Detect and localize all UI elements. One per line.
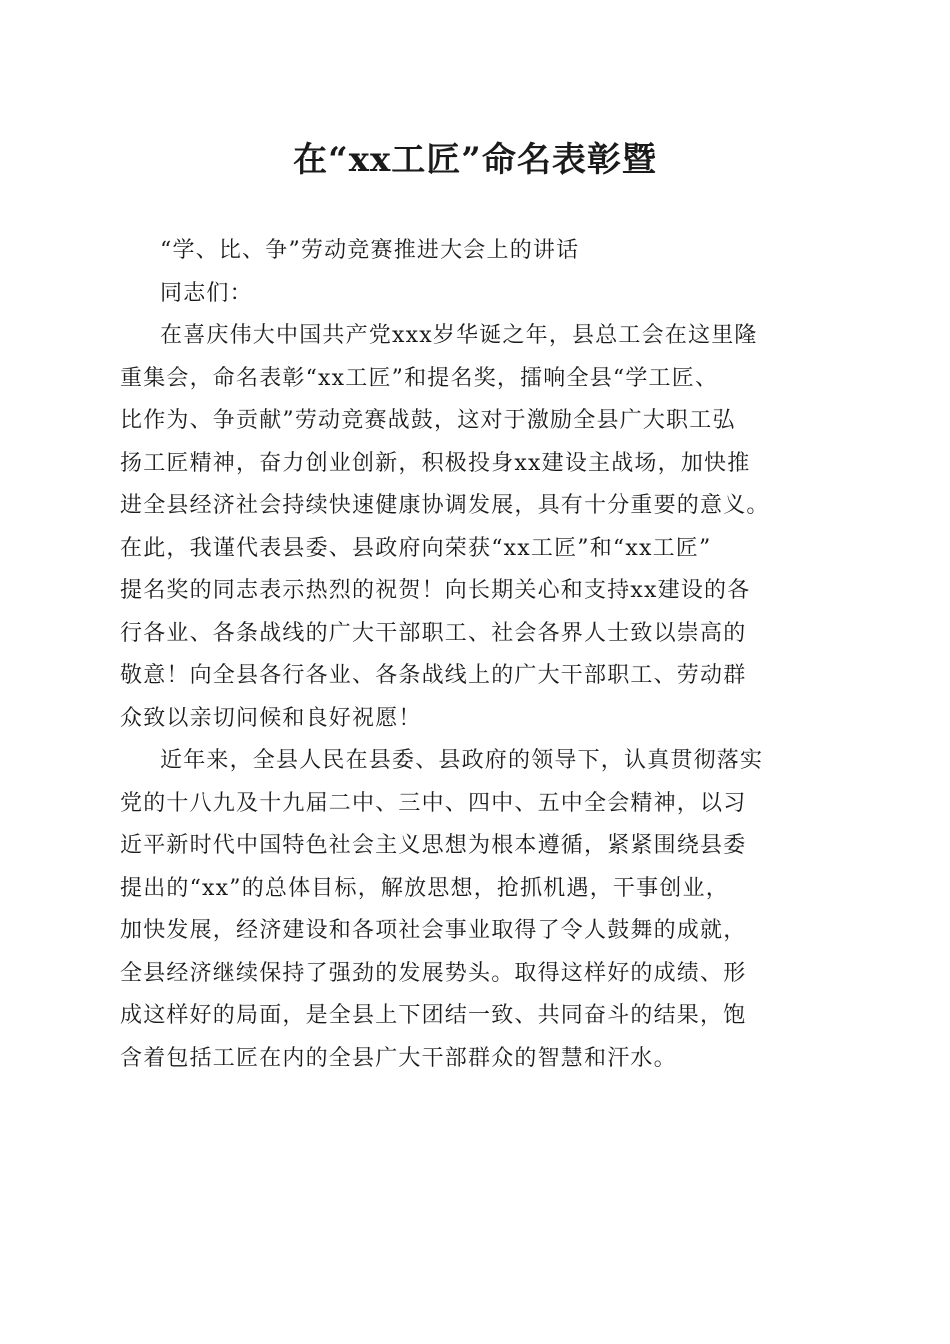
- document-body: [120, 230, 840, 1080]
- paragraph-2-line: 成这样好的局面，是全县上下团结一致、共同奋斗的结果，饱: [120, 1003, 747, 1028]
- paragraph-2-line: 党的十八九及十九届二中、三中、四中、五中全会精神，以习: [120, 790, 747, 816]
- paragraph-2-line: 加快发展，经济建设和各项社会事业取得了令人鼓舞的成就，: [120, 918, 747, 943]
- paragraph-1-line: 敬意！向全县各行各业、各条战线上的广大干部职工、劳动群: [120, 663, 747, 688]
- paragraph-1-line: 在喜庆伟大中国共产党xxx岁华诞之年，县总工会在这里隆: [160, 323, 758, 348]
- paragraph-2-line: 含着包括工匠在内的全县广大干部群众的智慧和汗水。: [120, 1045, 677, 1071]
- paragraph-1-line: 进全县经济社会持续快速健康协调发展，具有十分重要的意义。: [120, 493, 770, 518]
- paragraph-1-line: 扬工匠精神，奋力创业创新，积极投身xx建设主战场，加快推: [120, 450, 751, 476]
- paragraph-1-line: 比作为、争贡献”劳动竞赛战鼓，这对于激励全县广大职工弘: [120, 408, 736, 433]
- document-subtitle: “学、比、争”劳动竞赛推进大会上的讲话: [160, 238, 580, 263]
- paragraph-2-line: 近年来，全县人民在县委、县政府的领导下，认真贯彻落实: [160, 748, 764, 773]
- paragraph-2-line: 近平新时代中国特色社会主义思想为根本遵循，紧紧围绕县委: [120, 833, 747, 858]
- paragraph-2-line: 提出的“xx”的总体目标，解放思想，抢抓机遇，干事创业，: [120, 875, 729, 901]
- salutation: 同志们：: [160, 280, 253, 306]
- paragraph-1-line: 行各业、各条战线的广大干部职工、社会各界人士致以崇高的: [120, 620, 747, 646]
- paragraph-1-line: 重集会，命名表彰“xx工匠”和提名奖，擂响全县“学工匠、: [120, 365, 719, 391]
- paragraph-1-line: 提名奖的同志表示热烈的祝贺！向长期关心和支持xx建设的各: [120, 578, 751, 603]
- paragraph-1-line: 众致以亲切问候和良好祝愿！: [120, 705, 422, 731]
- paragraph-1-line: 在此，我谨代表县委、县政府向荣获“xx工匠”和“xx工匠”: [120, 535, 712, 561]
- paragraph-2-line: 全县经济继续保持了强劲的发展势头。取得这样好的成绩、形: [120, 960, 747, 986]
- document-title: 在“xx工匠”命名表彰暨: [293, 140, 657, 180]
